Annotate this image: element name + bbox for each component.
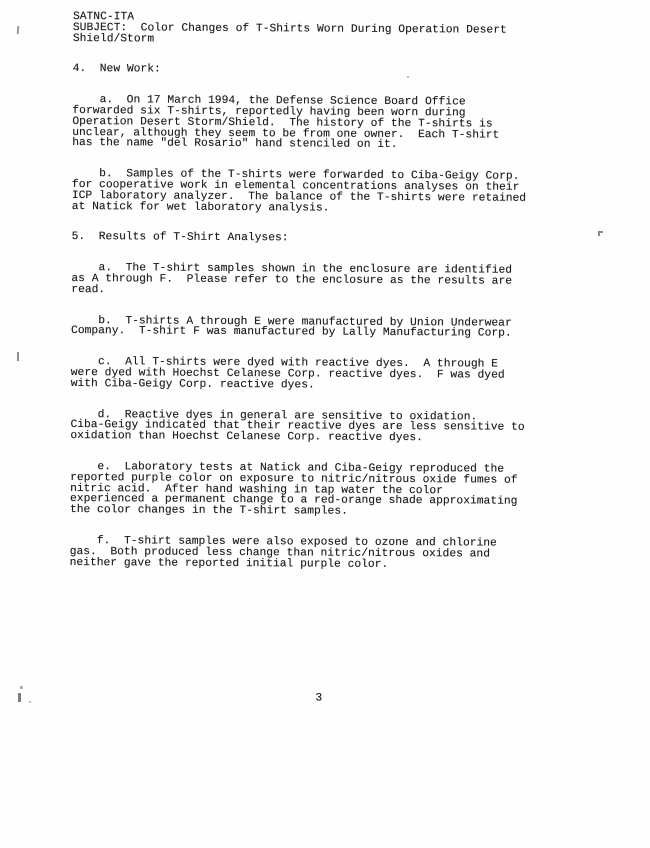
paragraph-5e: e. Laboratory tests at Natick and Ciba-Geigy reproduced the reported purple color on exposure to nitric/nitrous oxide fumes of nitric acid. After hand washing in tap water the color experienced a permanent change to a red-orange shade approximating the color changes in the T-shirt samples. [69,460,518,518]
scan-artifact [20,686,23,689]
paragraph-5d: d. Reactive dyes in general are sensitive to oxidation. Ciba-Geigy indicated that their reactive dyes are less sensitive to oxidation than Hoechst Celanese Corp. reactive dyes. [70,408,525,445]
paragraph-5c: c. All T-shirts were dyed with reactive dyes. A through E were dyed with Hoechst Celanese Corp. reactive dyes. F was dyed with Ciba-Geigy Corp. reactive dyes. [70,356,505,392]
section-5-heading: 5. Results of T-Shirt Analyses: [71,231,289,245]
section-4-heading: 4. New Work: [72,63,161,76]
paragraph-5f: f. T-shirt samples were also exposed to ozone and chlorine gas. Both produced less change than nitric/nitrous oxides and neither gave the reported initial purple color. [69,534,497,571]
paragraph-5b: b. T-shirts A through E were manufactured by Union Underwear Company. T-shirt F was manufactured by Lally Manufacturing Corp. [71,314,512,341]
scan-artifact [18,693,21,702]
page-number: 3 [315,692,323,705]
scan-artifact [29,701,31,703]
paragraph-4a: a. On 17 March 1994, the Defense Science Board Office forwarded six T-shirts, reportedly having been worn during Operation Desert Storm/Shield. The history of the T-shirts is unclear, although they seem to be from one owner. Each T-shirt has the name "del Rosario" hand stenciled on it. [72,94,500,152]
office-symbol: SATNC-ITA [72,11,135,24]
scan-artifact [17,26,19,34]
scan-artifact [17,352,19,361]
paragraph-4b: b. Samples of the T-shirts were forwarded to Ciba-Geigy Corp. for cooperative work in elemental concentrations analyses on their ICP laboratory analyzer. The balance of the T-shirts were retained at Natick for wet laboratory analysis. [71,168,527,215]
subject-line: SUBJECT: Color Changes of T-Shirts Worn During Operation Desert Shield/Storm [72,21,507,46]
paragraph-5a: a. The T-shirt samples shown in the enclosure are identified as A through F. Please refer to the enclosure as the results are read. [71,262,513,296]
memo-body [69,12,603,706]
